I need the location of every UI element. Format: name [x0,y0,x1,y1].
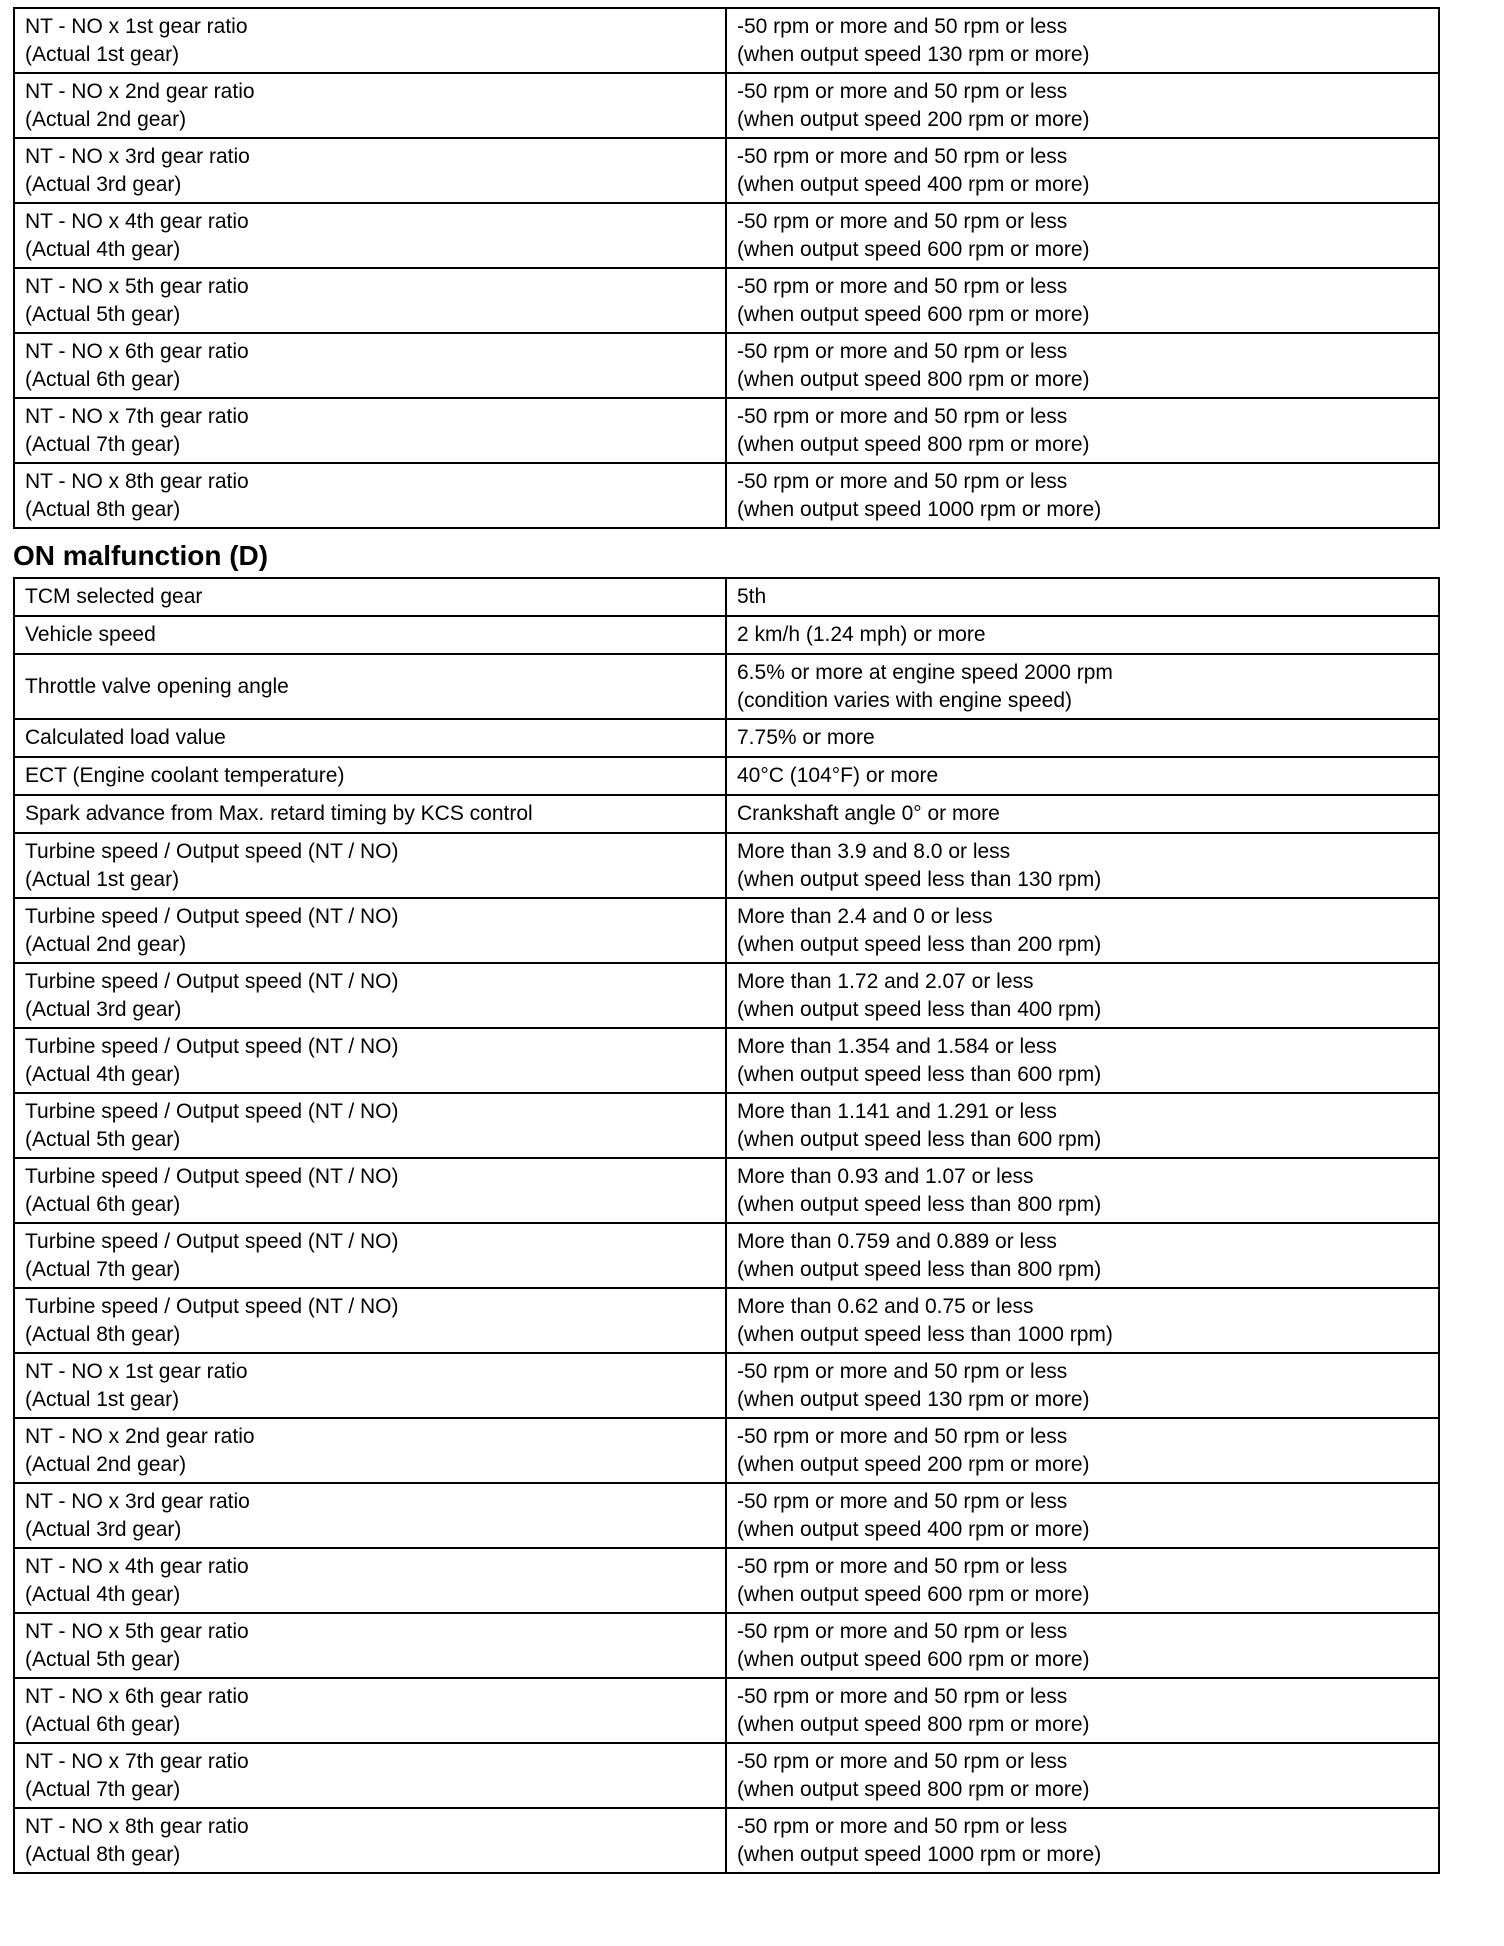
table-row [14,1158,1439,1223]
value-cell: -50 rpm or more and 50 rpm or less (when output speed 130 rpm or more) [726,1353,1439,1418]
gear-ratio-table-top-body [14,8,1439,528]
condition-cell: Vehicle speed [14,616,726,654]
table-row [14,719,1439,757]
condition-cell: Turbine speed / Output speed (NT / NO) (Actual 6th gear) [14,1158,726,1223]
value-cell: More than 0.93 and 1.07 or less (when output speed less than 800 rpm) [726,1158,1439,1223]
value-cell: -50 rpm or more and 50 rpm or less (when output speed 200 rpm or more) [726,73,1439,138]
condition-cell: NT - NO x 7th gear ratio (Actual 7th gear) [14,398,726,463]
table-row [14,268,1439,333]
condition-cell: NT - NO x 8th gear ratio (Actual 8th gear) [14,1808,726,1873]
condition-cell: Turbine speed / Output speed (NT / NO) (Actual 2nd gear) [14,898,726,963]
condition-cell: NT - NO x 3rd gear ratio (Actual 3rd gear) [14,138,726,203]
condition-cell: Turbine speed / Output speed (NT / NO) (Actual 3rd gear) [14,963,726,1028]
condition-cell: ECT (Engine coolant temperature) [14,757,726,795]
condition-cell: NT - NO x 7th gear ratio (Actual 7th gear) [14,1743,726,1808]
value-cell: -50 rpm or more and 50 rpm or less (when output speed 130 rpm or more) [726,8,1439,73]
value-cell: -50 rpm or more and 50 rpm or less (when output speed 200 rpm or more) [726,1418,1439,1483]
condition-cell: NT - NO x 5th gear ratio (Actual 5th gear) [14,1613,726,1678]
value-cell: -50 rpm or more and 50 rpm or less (when output speed 800 rpm or more) [726,1678,1439,1743]
value-cell: -50 rpm or more and 50 rpm or less (when output speed 1000 rpm or more) [726,463,1439,528]
value-cell: More than 0.62 and 0.75 or less (when output speed less than 1000 rpm) [726,1288,1439,1353]
table-row [14,1028,1439,1093]
condition-cell: Spark advance from Max. retard timing by KCS control [14,795,726,833]
table-row [14,654,1439,719]
condition-cell: Throttle valve opening angle [14,654,726,719]
table-row [14,1288,1439,1353]
value-cell: -50 rpm or more and 50 rpm or less (when output speed 600 rpm or more) [726,203,1439,268]
condition-cell: NT - NO x 3rd gear ratio (Actual 3rd gear) [14,1483,726,1548]
condition-cell: NT - NO x 6th gear ratio (Actual 6th gear) [14,1678,726,1743]
table-row [14,138,1439,203]
value-cell: More than 1.354 and 1.584 or less (when output speed less than 600 rpm) [726,1028,1439,1093]
table-row [14,398,1439,463]
value-cell: -50 rpm or more and 50 rpm or less (when output speed 1000 rpm or more) [726,1808,1439,1873]
condition-cell: NT - NO x 5th gear ratio (Actual 5th gear) [14,268,726,333]
table-row [14,616,1439,654]
value-cell: -50 rpm or more and 50 rpm or less (when output speed 400 rpm or more) [726,1483,1439,1548]
condition-cell: Calculated load value [14,719,726,757]
condition-cell: NT - NO x 6th gear ratio (Actual 6th gear) [14,333,726,398]
table-row [14,1418,1439,1483]
condition-cell: NT - NO x 1st gear ratio (Actual 1st gear) [14,1353,726,1418]
condition-cell: Turbine speed / Output speed (NT / NO) (Actual 7th gear) [14,1223,726,1288]
table-row [14,1808,1439,1873]
value-cell: More than 2.4 and 0 or less (when output speed less than 200 rpm) [726,898,1439,963]
condition-cell: TCM selected gear [14,578,726,616]
table-row [14,1678,1439,1743]
condition-cell: NT - NO x 2nd gear ratio (Actual 2nd gear) [14,1418,726,1483]
value-cell: -50 rpm or more and 50 rpm or less (when output speed 600 rpm or more) [726,1613,1439,1678]
condition-cell: NT - NO x 4th gear ratio (Actual 4th gear) [14,203,726,268]
table-row [14,833,1439,898]
table-row [14,8,1439,73]
table-row [14,1483,1439,1548]
value-cell: More than 0.759 and 0.889 or less (when output speed less than 800 rpm) [726,1223,1439,1288]
table-row [14,963,1439,1028]
value-cell: -50 rpm or more and 50 rpm or less (when output speed 800 rpm or more) [726,1743,1439,1808]
table-row [14,1093,1439,1158]
table-row [14,757,1439,795]
value-cell: 2 km/h (1.24 mph) or more [726,616,1439,654]
condition-cell: Turbine speed / Output speed (NT / NO) (Actual 5th gear) [14,1093,726,1158]
value-cell: Crankshaft angle 0° or more [726,795,1439,833]
table-row [14,203,1439,268]
value-cell: -50 rpm or more and 50 rpm or less (when output speed 600 rpm or more) [726,268,1439,333]
value-cell: 5th [726,578,1439,616]
value-cell: -50 rpm or more and 50 rpm or less (when output speed 600 rpm or more) [726,1548,1439,1613]
table-row [14,1743,1439,1808]
document-page [13,7,1438,1874]
condition-cell: Turbine speed / Output speed (NT / NO) (Actual 4th gear) [14,1028,726,1093]
table-row [14,578,1439,616]
value-cell: 6.5% or more at engine speed 2000 rpm (condition varies with engine speed) [726,654,1439,719]
table-row [14,463,1439,528]
table-row [14,795,1439,833]
on-malfunction-table-body [14,578,1439,1873]
value-cell: -50 rpm or more and 50 rpm or less (when output speed 800 rpm or more) [726,333,1439,398]
value-cell: More than 1.141 and 1.291 or less (when output speed less than 600 rpm) [726,1093,1439,1158]
value-cell: More than 3.9 and 8.0 or less (when output speed less than 130 rpm) [726,833,1439,898]
value-cell: -50 rpm or more and 50 rpm or less (when output speed 800 rpm or more) [726,398,1439,463]
table-row [14,1548,1439,1613]
condition-cell: NT - NO x 4th gear ratio (Actual 4th gear) [14,1548,726,1613]
condition-cell: Turbine speed / Output speed (NT / NO) (Actual 8th gear) [14,1288,726,1353]
table-row [14,73,1439,138]
value-cell: 40°C (104°F) or more [726,757,1439,795]
table-row [14,1613,1439,1678]
condition-cell: Turbine speed / Output speed (NT / NO) (Actual 1st gear) [14,833,726,898]
table-row [14,1223,1439,1288]
value-cell: -50 rpm or more and 50 rpm or less (when output speed 400 rpm or more) [726,138,1439,203]
condition-cell: NT - NO x 2nd gear ratio (Actual 2nd gear) [14,73,726,138]
gear-ratio-table-top [13,7,1440,529]
value-cell: 7.75% or more [726,719,1439,757]
table-row [14,898,1439,963]
value-cell: More than 1.72 and 2.07 or less (when output speed less than 400 rpm) [726,963,1439,1028]
table-row [14,1353,1439,1418]
table-row [14,333,1439,398]
condition-cell: NT - NO x 1st gear ratio (Actual 1st gear) [14,8,726,73]
condition-cell: NT - NO x 8th gear ratio (Actual 8th gear) [14,463,726,528]
section-title: ON malfunction (D) [13,540,269,571]
on-malfunction-table [13,577,1440,1874]
